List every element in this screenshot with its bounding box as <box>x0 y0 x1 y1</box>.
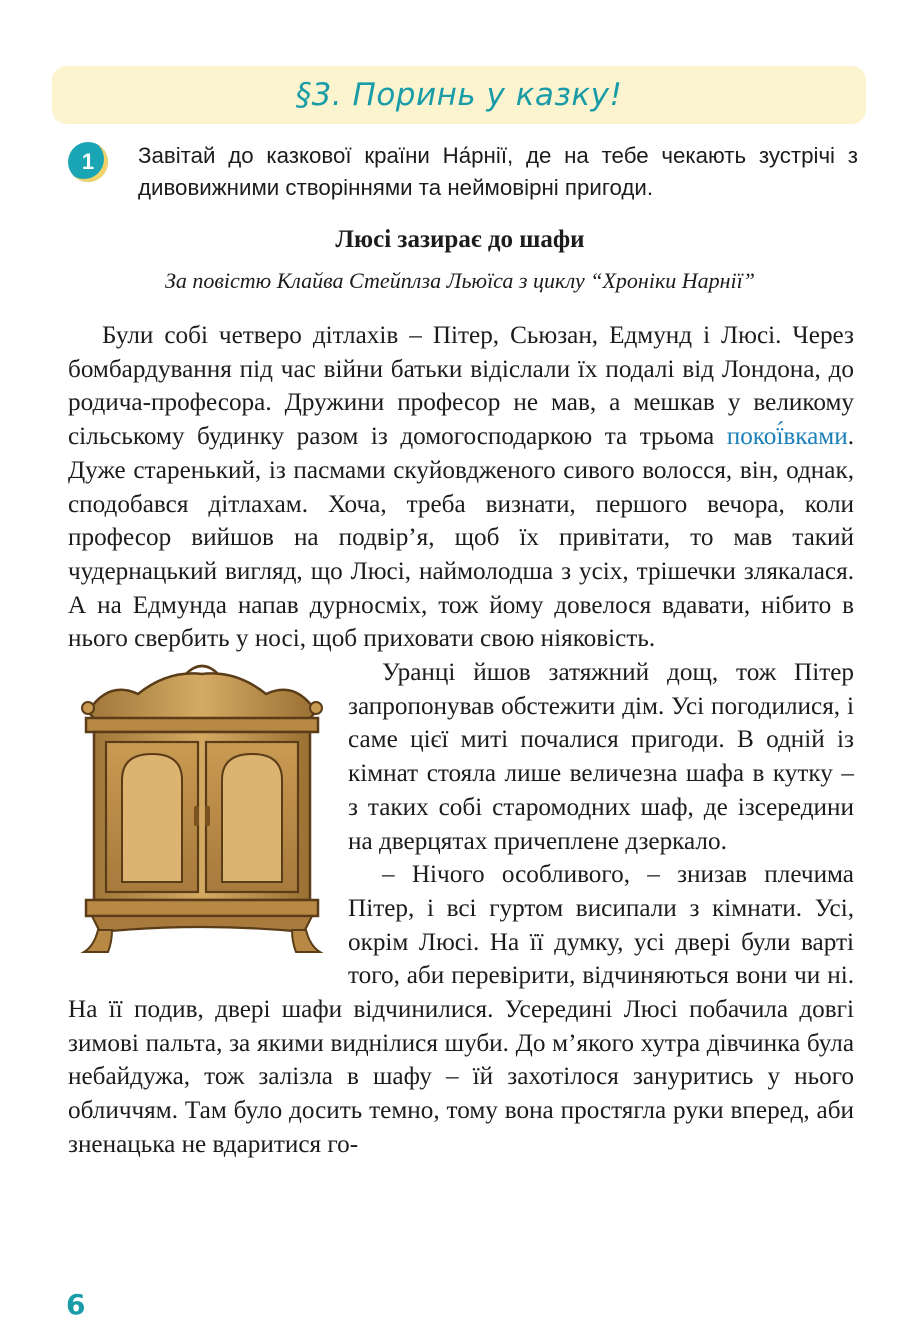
wardrobe-icon <box>68 660 336 960</box>
story-body <box>68 319 854 1162</box>
story-subtitle: За повістю Клайва Стейплза Льюїса з циклу “Хроніки Нарнії” <box>164 268 756 293</box>
paragraph-1 <box>68 319 854 656</box>
page-number: 6 <box>66 1288 86 1321</box>
section-header <box>52 66 866 124</box>
task-number-badge: 1 <box>68 142 108 182</box>
section-title: §3. Поринь у казку! <box>295 77 623 113</box>
paragraph-2: Уранці йшов затяжний дощ, тож Пітер запропонував обстежити дім. Усі погодилися, і саме цієї миті почалися пригоди. В одній із кімнат стояла лише величезна шафа в кутку – з таких собі старомодних шаф, де ізсередини на дверцятах причеплене дзеркало. <box>348 659 854 855</box>
story-title: Люсі зазирає до шафи <box>335 226 585 253</box>
task-text: Завітай до казкової країни На́рнії, де на тебе чекають зустрічі з дивовижними створіннями та неймовірні пригоди. <box>138 143 858 200</box>
glossary-term[interactable]: покої́вками <box>726 423 848 451</box>
task-block <box>68 140 858 204</box>
paragraph-1-start: Були собі четверо дітлахів – Пітер, Сьюзан, Едмунд і Люсі. Через бомбардування під час війни батьки відіслали їх подалі від Лондона, до родича-професора. Дружини професор не мав, а мешкав у великому сільському будинку разом із домогосподаркою та трьома <box>68 322 854 451</box>
paragraph-1-end: . Дуже старенький, із пасмами скуйовдженого сивого волосся, він, однак, сподобався дітлахам. Хоча, треба визнати, першого вечора, коли професор вийшов на подвір’я, щоб їх привітати, то мав такий чудернацький вигляд, що Люсі, наймолодша з усіх, трішечки злякалася. А на Едмунда напав дурносміх, тож йому довелося вдавати, нібито в нього свербить у носі, щоб приховати свою ніяковість. <box>68 423 854 653</box>
paragraph-3: – Нічого особливого, – знизав плечима Пітер, і всі гуртом висипали з кімнати. Усі, окрім Люсі. На її думку, усі двері були варті того, аби перевірити, відчиняються вони чи ні. На її подив, двері шафи відчинилися. Усередині Люсі побачила довгі зимові пальта, за якими виднілися шуби. До м’якого хутра дівчинка була небайдужа, тож залізла в шафу – їй захотілося зануритись у нього обличчям. Там було досить темно, тому вона простягла руки вперед, аби зненацька не вдаритися го- <box>68 861 854 1158</box>
wardrobe-illustration <box>68 660 336 964</box>
